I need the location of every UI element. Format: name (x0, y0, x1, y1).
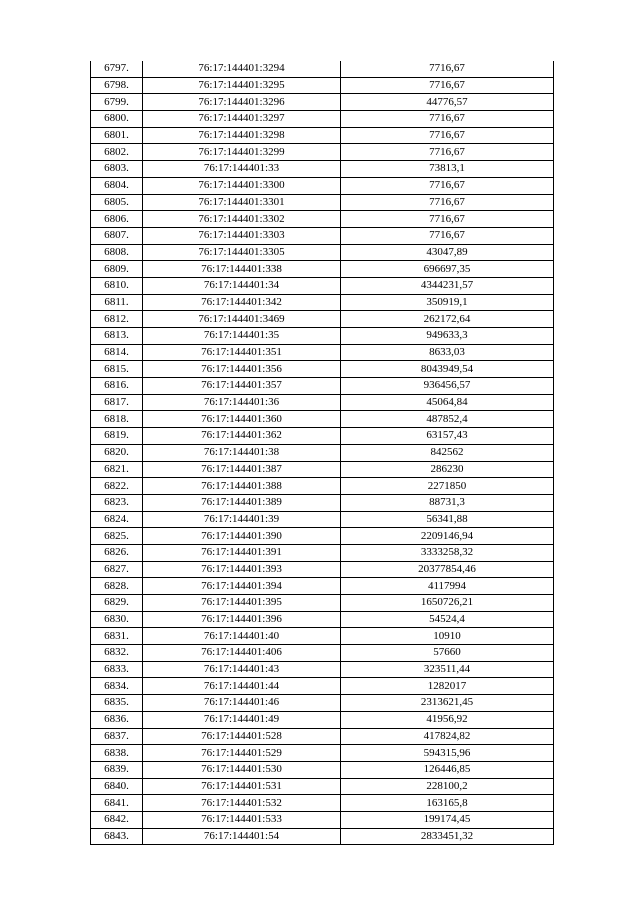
row-number-cell: 6807. (91, 227, 143, 244)
table-row (91, 661, 554, 678)
value-cell: 4344231,57 (341, 277, 554, 294)
cadastral-number-cell: 76:17:144401:388 (143, 478, 341, 495)
table-row (91, 161, 554, 178)
table-row (91, 127, 554, 144)
value-cell: 7716,67 (341, 144, 554, 161)
row-number-cell: 6839. (91, 761, 143, 778)
value-cell: 323511,44 (341, 661, 554, 678)
value-cell: 43047,89 (341, 244, 554, 261)
value-cell: 88731,3 (341, 494, 554, 511)
cadastral-number-cell: 76:17:144401:3297 (143, 111, 341, 128)
value-cell: 696697,35 (341, 261, 554, 278)
cadastral-number-cell: 76:17:144401:393 (143, 561, 341, 578)
cadastral-number-cell: 76:17:144401:3299 (143, 144, 341, 161)
cadastral-number-cell: 76:17:144401:390 (143, 528, 341, 545)
cadastral-number-cell: 76:17:144401:3305 (143, 244, 341, 261)
row-number-cell: 6836. (91, 711, 143, 728)
table-row (91, 461, 554, 478)
table-row (91, 111, 554, 128)
row-number-cell: 6824. (91, 511, 143, 528)
row-number-cell: 6843. (91, 828, 143, 845)
value-cell: 7716,67 (341, 61, 554, 77)
cadastral-number-cell: 76:17:144401:39 (143, 511, 341, 528)
cadastral-number-cell: 76:17:144401:38 (143, 444, 341, 461)
value-cell: 286230 (341, 461, 554, 478)
value-cell: 7716,67 (341, 211, 554, 228)
cadastral-number-cell: 76:17:144401:531 (143, 778, 341, 795)
row-number-cell: 6820. (91, 444, 143, 461)
table-row (91, 595, 554, 612)
table-row (91, 478, 554, 495)
cadastral-number-cell: 76:17:144401:40 (143, 628, 341, 645)
table-row (91, 795, 554, 812)
row-number-cell: 6810. (91, 277, 143, 294)
value-cell: 54524,4 (341, 611, 554, 628)
value-cell: 73813,1 (341, 161, 554, 178)
table-row (91, 828, 554, 845)
cadastral-number-cell: 76:17:144401:360 (143, 411, 341, 428)
table-row (91, 328, 554, 345)
cadastral-number-cell: 76:17:144401:387 (143, 461, 341, 478)
table-row (91, 711, 554, 728)
cadastral-number-cell: 76:17:144401:389 (143, 494, 341, 511)
row-number-cell: 6840. (91, 778, 143, 795)
table-row (91, 277, 554, 294)
value-cell: 2209146,94 (341, 528, 554, 545)
table-row (91, 244, 554, 261)
value-cell: 56341,88 (341, 511, 554, 528)
cadastral-value-table (90, 61, 554, 845)
cadastral-number-cell: 76:17:144401:391 (143, 544, 341, 561)
value-cell: 7716,67 (341, 127, 554, 144)
cadastral-number-cell: 76:17:144401:529 (143, 745, 341, 762)
table-row (91, 394, 554, 411)
row-number-cell: 6797. (91, 61, 143, 77)
row-number-cell: 6829. (91, 595, 143, 612)
row-number-cell: 6833. (91, 661, 143, 678)
cadastral-number-cell: 76:17:144401:3296 (143, 94, 341, 111)
table-row (91, 261, 554, 278)
table-row (91, 511, 554, 528)
row-number-cell: 6831. (91, 628, 143, 645)
table-body (91, 61, 554, 845)
row-number-cell: 6841. (91, 795, 143, 812)
value-cell: 3333258,32 (341, 544, 554, 561)
row-number-cell: 6832. (91, 645, 143, 662)
value-cell: 20377854,46 (341, 561, 554, 578)
value-cell: 594315,96 (341, 745, 554, 762)
cadastral-number-cell: 76:17:144401:43 (143, 661, 341, 678)
table-row (91, 77, 554, 94)
table-row (91, 311, 554, 328)
row-number-cell: 6803. (91, 161, 143, 178)
row-number-cell: 6812. (91, 311, 143, 328)
table-row (91, 745, 554, 762)
table-row (91, 428, 554, 445)
value-cell: 2271850 (341, 478, 554, 495)
table-row (91, 194, 554, 211)
value-cell: 4117994 (341, 578, 554, 595)
row-number-cell: 6817. (91, 394, 143, 411)
row-number-cell: 6815. (91, 361, 143, 378)
value-cell: 228100,2 (341, 778, 554, 795)
cadastral-number-cell: 76:17:144401:357 (143, 378, 341, 395)
cadastral-number-cell: 76:17:144401:356 (143, 361, 341, 378)
value-cell: 1650726,21 (341, 595, 554, 612)
value-cell: 2833451,32 (341, 828, 554, 845)
row-number-cell: 6838. (91, 745, 143, 762)
cadastral-number-cell: 76:17:144401:530 (143, 761, 341, 778)
row-number-cell: 6813. (91, 328, 143, 345)
table-row (91, 628, 554, 645)
value-cell: 8043949,54 (341, 361, 554, 378)
cadastral-number-cell: 76:17:144401:3295 (143, 77, 341, 94)
value-cell: 126446,85 (341, 761, 554, 778)
table-row (91, 561, 554, 578)
cadastral-number-cell: 76:17:144401:3294 (143, 61, 341, 77)
value-cell: 163165,8 (341, 795, 554, 812)
row-number-cell: 6818. (91, 411, 143, 428)
value-cell: 44776,57 (341, 94, 554, 111)
table-row (91, 728, 554, 745)
cadastral-number-cell: 76:17:144401:3303 (143, 227, 341, 244)
row-number-cell: 6822. (91, 478, 143, 495)
cadastral-number-cell: 76:17:144401:3469 (143, 311, 341, 328)
cadastral-number-cell: 76:17:144401:36 (143, 394, 341, 411)
table-row (91, 144, 554, 161)
cadastral-number-cell: 76:17:144401:3300 (143, 177, 341, 194)
table-row (91, 578, 554, 595)
value-cell: 199174,45 (341, 811, 554, 828)
table-row (91, 294, 554, 311)
cadastral-number-cell: 76:17:144401:406 (143, 645, 341, 662)
value-cell: 262172,64 (341, 311, 554, 328)
table-row (91, 778, 554, 795)
cadastral-number-cell: 76:17:144401:362 (143, 428, 341, 445)
value-cell: 949633,3 (341, 328, 554, 345)
table-row (91, 494, 554, 511)
table-row (91, 211, 554, 228)
row-number-cell: 6819. (91, 428, 143, 445)
table-row (91, 678, 554, 695)
row-number-cell: 6809. (91, 261, 143, 278)
table-row (91, 344, 554, 361)
row-number-cell: 6834. (91, 678, 143, 695)
cadastral-number-cell: 76:17:144401:396 (143, 611, 341, 628)
cadastral-number-cell: 76:17:144401:3302 (143, 211, 341, 228)
row-number-cell: 6808. (91, 244, 143, 261)
value-cell: 487852,4 (341, 411, 554, 428)
cadastral-number-cell: 76:17:144401:35 (143, 328, 341, 345)
value-cell: 7716,67 (341, 111, 554, 128)
value-cell: 41956,92 (341, 711, 554, 728)
value-cell: 1282017 (341, 678, 554, 695)
row-number-cell: 6801. (91, 127, 143, 144)
value-cell: 7716,67 (341, 77, 554, 94)
row-number-cell: 6802. (91, 144, 143, 161)
value-cell: 350919,1 (341, 294, 554, 311)
value-cell: 936456,57 (341, 378, 554, 395)
row-number-cell: 6814. (91, 344, 143, 361)
row-number-cell: 6806. (91, 211, 143, 228)
table-row (91, 177, 554, 194)
row-number-cell: 6816. (91, 378, 143, 395)
row-number-cell: 6828. (91, 578, 143, 595)
table-row (91, 227, 554, 244)
table-row (91, 378, 554, 395)
row-number-cell: 6799. (91, 94, 143, 111)
row-number-cell: 6805. (91, 194, 143, 211)
cadastral-number-cell: 76:17:144401:49 (143, 711, 341, 728)
cadastral-number-cell: 76:17:144401:34 (143, 277, 341, 294)
value-cell: 417824,82 (341, 728, 554, 745)
cadastral-number-cell: 76:17:144401:533 (143, 811, 341, 828)
table-row (91, 544, 554, 561)
value-cell: 8633,03 (341, 344, 554, 361)
value-cell: 842562 (341, 444, 554, 461)
value-cell: 10910 (341, 628, 554, 645)
row-number-cell: 6823. (91, 494, 143, 511)
row-number-cell: 6830. (91, 611, 143, 628)
table-row (91, 444, 554, 461)
cadastral-number-cell: 76:17:144401:44 (143, 678, 341, 695)
table-row (91, 411, 554, 428)
cadastral-number-cell: 76:17:144401:46 (143, 695, 341, 712)
row-number-cell: 6821. (91, 461, 143, 478)
row-number-cell: 6811. (91, 294, 143, 311)
cadastral-number-cell: 76:17:144401:342 (143, 294, 341, 311)
row-number-cell: 6837. (91, 728, 143, 745)
row-number-cell: 6825. (91, 528, 143, 545)
table-row (91, 645, 554, 662)
table-row (91, 528, 554, 545)
value-cell: 45064,84 (341, 394, 554, 411)
cadastral-number-cell: 76:17:144401:338 (143, 261, 341, 278)
cadastral-number-cell: 76:17:144401:528 (143, 728, 341, 745)
cadastral-number-cell: 76:17:144401:394 (143, 578, 341, 595)
cadastral-number-cell: 76:17:144401:3301 (143, 194, 341, 211)
table-row (91, 361, 554, 378)
table-row (91, 94, 554, 111)
cadastral-number-cell: 76:17:144401:351 (143, 344, 341, 361)
value-cell: 57660 (341, 645, 554, 662)
value-cell: 7716,67 (341, 194, 554, 211)
value-cell: 7716,67 (341, 227, 554, 244)
row-number-cell: 6826. (91, 544, 143, 561)
table-row (91, 61, 554, 77)
table-row (91, 811, 554, 828)
row-number-cell: 6842. (91, 811, 143, 828)
row-number-cell: 6827. (91, 561, 143, 578)
table-row (91, 695, 554, 712)
cadastral-number-cell: 76:17:144401:33 (143, 161, 341, 178)
table-row (91, 611, 554, 628)
table-row (91, 761, 554, 778)
cadastral-number-cell: 76:17:144401:395 (143, 595, 341, 612)
cadastral-number-cell: 76:17:144401:3298 (143, 127, 341, 144)
cadastral-number-cell: 76:17:144401:532 (143, 795, 341, 812)
row-number-cell: 6798. (91, 77, 143, 94)
value-cell: 63157,43 (341, 428, 554, 445)
row-number-cell: 6804. (91, 177, 143, 194)
row-number-cell: 6800. (91, 111, 143, 128)
value-cell: 7716,67 (341, 177, 554, 194)
value-cell: 2313621,45 (341, 695, 554, 712)
cadastral-number-cell: 76:17:144401:54 (143, 828, 341, 845)
row-number-cell: 6835. (91, 695, 143, 712)
